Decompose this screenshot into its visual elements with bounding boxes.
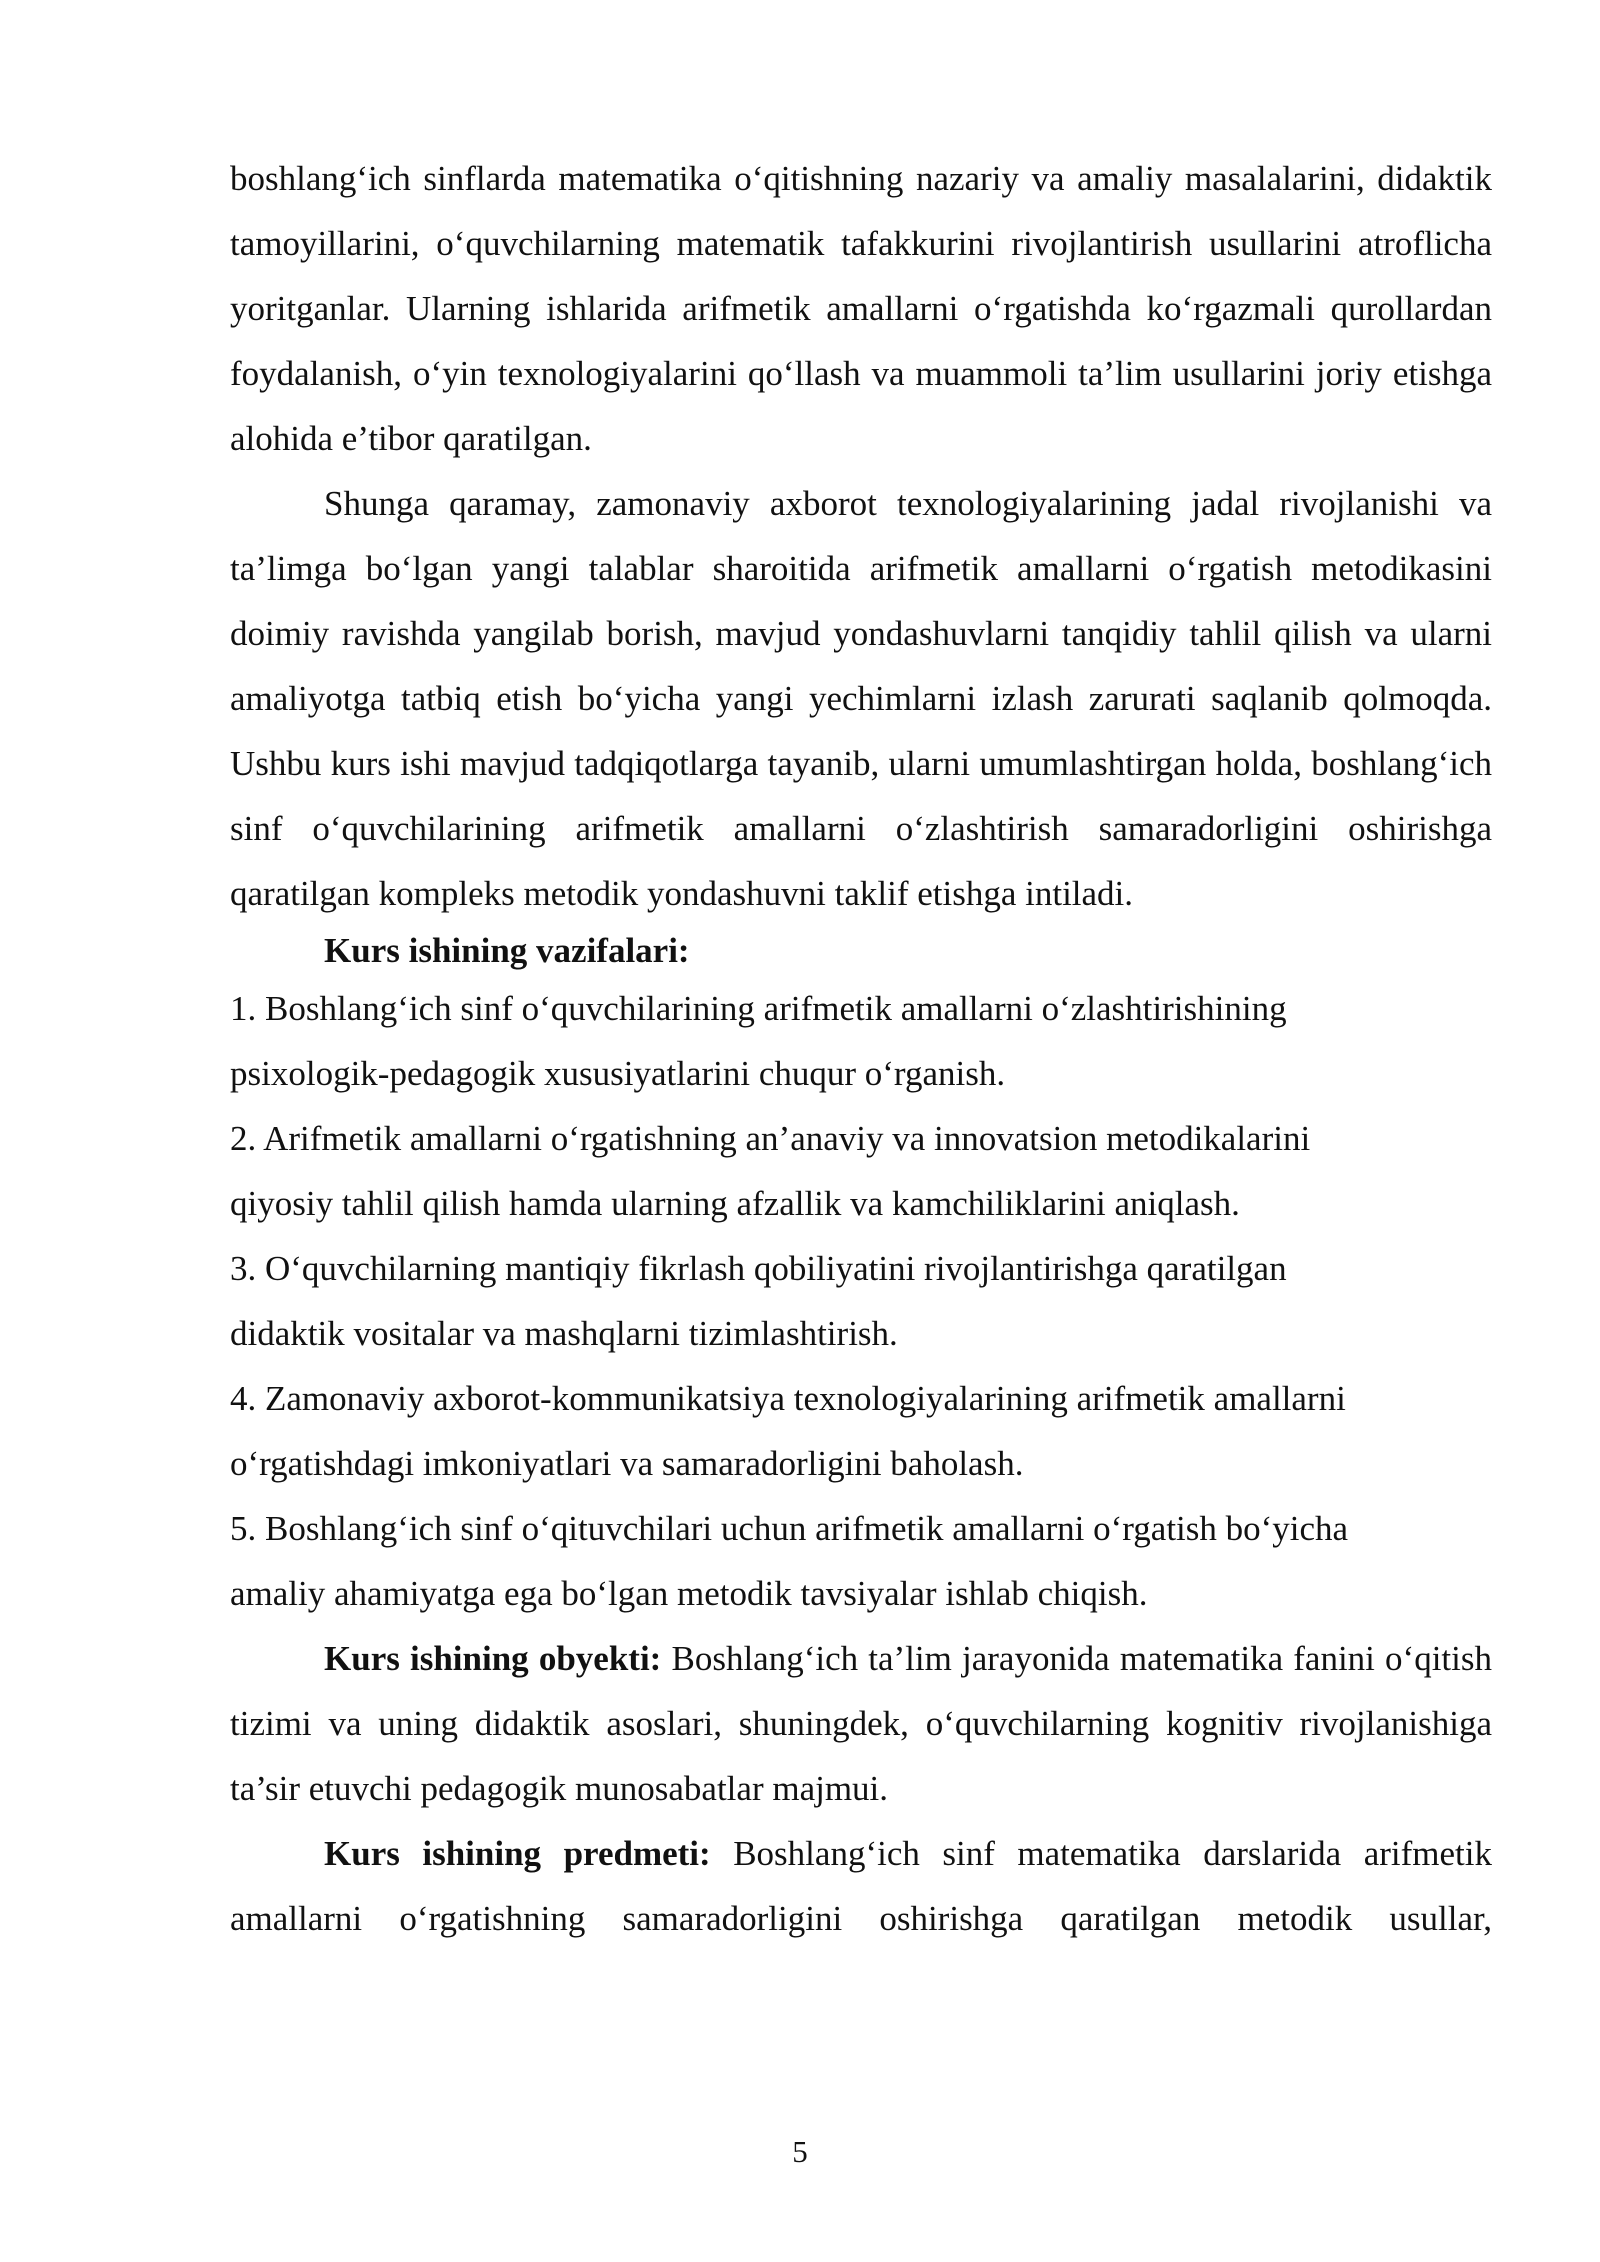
tasks-heading: Kurs ishining vazifalari: [324,931,690,970]
intro-paragraph: boshlang‘ich sinflarda matematika o‘qitishning nazariy va amaliy masalalarini, didaktik tamoyillarini, o‘quvchilarning matematik tafakkurini rivojlantirish usullarini atroflicha yoritganlar. Ularning ishlarida arifmetik amallarni o‘rgatishda ko‘rgazmali qurollardan foydalanish, o‘yin texnologiyalarini qo‘llash va muammoli ta’lim usullarini joriy etishga alohida e’tibor qaratilgan. [230,159,1492,458]
page-number: 5 [792,2134,808,2169]
task-item-5: 5. Boshlang‘ich sinf o‘qituvchilari uchun arifmetik amallarni o‘rgatish bo‘yicha amaliy ahamiyatga ega bo‘lgan metodik tavsiyalar ishlab chiqish. [230,1509,1349,1613]
object-label: Kurs ishining obyekti: [324,1639,662,1678]
document-page [230,146,1492,1951]
task-item-1: 1. Boshlang‘ich sinf o‘quvchilarining arifmetik amallarni o‘zlashtirishining psixologik-pedagogik xususiyatlarini chuqur o‘rganish. [230,989,1287,1093]
task-item-2: 2. Arifmetik amallarni o‘rgatishning an’anaviy va innovatsion metodikalarini qiyosiy tahlil qilish hamda ularning afzallik va kamchiliklarini aniqlash. [230,1119,1311,1223]
problem-paragraph: Shunga qaramay, zamonaviy axborot texnologiyalarining jadal rivojlanishi va ta’limga bo‘lgan yangi talablar sharoitida arifmetik amallarni o‘rgatish metodikasini doimiy ravishda yangilab borish, mavjud yondashuvlarni tanqidiy tahlil qilish va ularni amaliyotga tatbiq etish bo‘yicha yangi yechimlarni izlash zarurati saqlanib qolmoqda. Ushbu kurs ishi mavjud tadqiqotlarga tayanib, ularni umumlashtirgan holda, boshlang‘ich sinf o‘quvchilarining arifmetik amallarni o‘zlashtirish samaradorligini oshirishga qaratilgan kompleks metodik yondashuvni taklif etishga intiladi. [230,484,1492,913]
task-item-3: 3. O‘quvchilarning mantiqiy fikrlash qobiliyatini rivojlantirishga qaratilgan didaktik vositalar va mashqlarni tizimlashtirish. [230,1249,1287,1353]
subject-label: Kurs ishining predmeti: [324,1834,711,1873]
tasks-list [230,976,1492,1626]
object-text: Boshlang‘ich ta’lim jarayonida matematika fanini o‘qitish tizimi va uning didaktik asoslari, shuningdek, o‘quvchilarning kognitiv rivojlanishiga ta’sir etuvchi pedagogik munosabatlar majmui. [230,1639,1492,1808]
subject-paragraph [230,1821,1492,1951]
subject-text: Boshlang‘ich sinf matematika darslarida arifmetik amallarni o‘rgatishning samaradorligini oshirishga qaratilgan metodik usullar, [230,1834,1492,1938]
object-paragraph [230,1626,1492,1821]
task-item-4: 4. Zamonaviy axborot-kommunikatsiya texnologiyalarining arifmetik amallarni o‘rgatishdagi imkoniyatlari va samaradorligini baholash. [230,1379,1346,1483]
